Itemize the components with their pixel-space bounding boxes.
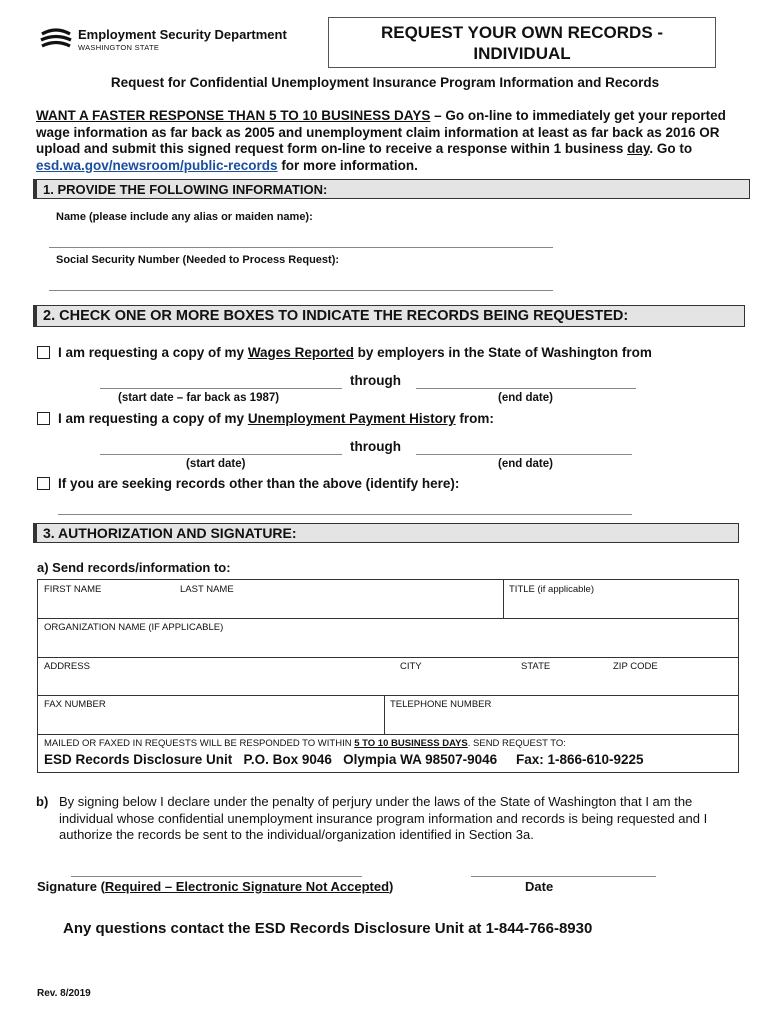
table-row-divider bbox=[38, 618, 738, 619]
title-field[interactable]: TITLE (if applicable) bbox=[509, 584, 595, 595]
other-records-checkbox[interactable] bbox=[37, 477, 50, 490]
section-3-heading: 3. AUTHORIZATION AND SIGNATURE: bbox=[33, 523, 739, 543]
mail-note-days: 5 TO 10 BUSINESS DAYS bbox=[354, 738, 468, 749]
mail-response-note bbox=[44, 738, 566, 749]
recipient-info-table bbox=[37, 579, 739, 773]
faster-lead: WANT A FASTER RESPONSE THAN 5 TO 10 BUSINESS DAYS bbox=[36, 108, 431, 123]
first-name-field[interactable]: FIRST NAME bbox=[44, 584, 102, 595]
table-col-divider bbox=[503, 580, 504, 618]
signature-label bbox=[37, 879, 393, 894]
ssn-input-line[interactable] bbox=[49, 290, 553, 291]
sig-required-note: Required – Electronic Signature Not Accepted bbox=[104, 879, 390, 894]
form-title-box bbox=[328, 17, 716, 68]
payment-end-date-line[interactable] bbox=[416, 454, 632, 455]
revision-date: Rev. 8/2019 bbox=[37, 988, 91, 999]
mail-note-pre: MAILED OR FAXED IN REQUESTS WILL BE RESPONDED TO WITHIN bbox=[44, 738, 355, 749]
faster-tail: for more information. bbox=[277, 157, 418, 173]
public-records-link[interactable]: esd.wa.gov/newsroom/public-records bbox=[36, 157, 278, 173]
opt2-pre: I am requesting a copy of my bbox=[58, 411, 248, 426]
mail-note-post: . SEND REQUEST TO: bbox=[467, 738, 566, 749]
payment-through-label: through bbox=[350, 439, 401, 454]
wages-reported-option bbox=[58, 345, 652, 360]
organization-name-field[interactable]: ORGANIZATION NAME (IF APPLICABLE) bbox=[44, 622, 224, 633]
payment-history-option bbox=[58, 411, 494, 426]
table-row-divider bbox=[38, 734, 738, 735]
opt1-pre: I am requesting a copy of my bbox=[58, 345, 248, 360]
opt1-wages-reported: Wages Reported bbox=[247, 345, 354, 360]
other-records-input-line[interactable] bbox=[58, 514, 632, 515]
wages-start-date-label: (start date – far back as 1987) bbox=[118, 392, 280, 404]
form-title-line-1: REQUEST YOUR OWN RECORDS - bbox=[380, 22, 664, 42]
wages-through-label: through bbox=[350, 373, 401, 388]
contact-info: Any questions contact the ESD Records Disclosure Unit at 1-844-766-8930 bbox=[63, 920, 593, 937]
city-field[interactable]: CITY bbox=[400, 661, 422, 672]
state-field[interactable]: STATE bbox=[521, 661, 551, 672]
form-title-line-2: INDIVIDUAL bbox=[473, 43, 571, 63]
telephone-number-field[interactable]: TELEPHONE NUMBER bbox=[390, 699, 492, 710]
esd-logo-icon bbox=[40, 28, 72, 50]
form-subtitle: Request for Confidential Unemployment Insurance Program Information and Records bbox=[110, 75, 660, 90]
zip-code-field[interactable]: ZIP CODE bbox=[613, 661, 658, 672]
faster-body: – Go on-line to immediately get your reported wage information as far back as 2005 and unemployment claim information at least as far back as 2016 OR upload and submit this signed request form on-line to receive a response within 1 business bbox=[36, 108, 726, 156]
address-field[interactable]: ADDRESS bbox=[44, 661, 90, 672]
date-line[interactable] bbox=[471, 876, 656, 877]
wages-end-date-line[interactable] bbox=[416, 388, 636, 389]
faster-goto: . Go to bbox=[649, 141, 693, 156]
section-2-heading: 2. CHECK ONE OR MORE BOXES TO INDICATE THE RECORDS BEING REQUESTED: bbox=[33, 305, 745, 327]
table-col-divider bbox=[384, 695, 385, 734]
faster-response-notice bbox=[36, 108, 736, 174]
name-input-line[interactable] bbox=[49, 247, 553, 248]
other-records-option: If you are seeking records other than the above (identify here): bbox=[58, 476, 460, 491]
org-name: Employment Security Department bbox=[78, 27, 287, 42]
fax-number-field[interactable]: FAX NUMBER bbox=[44, 699, 106, 710]
payment-end-date-label: (end date) bbox=[498, 458, 553, 470]
opt2-payment-history: Unemployment Payment History bbox=[247, 411, 456, 426]
payment-history-checkbox[interactable] bbox=[37, 412, 50, 425]
esd-logo bbox=[40, 26, 300, 56]
signature-line[interactable] bbox=[71, 876, 362, 877]
name-label: Name (please include any alias or maiden name): bbox=[56, 211, 313, 223]
sig-pre: Signature ( bbox=[37, 879, 105, 894]
opt2-post: from: bbox=[455, 411, 494, 426]
ssn-label: Social Security Number (Needed to Process Request): bbox=[56, 254, 340, 266]
date-label: Date bbox=[525, 879, 554, 894]
payment-start-date-line[interactable] bbox=[100, 454, 342, 455]
wages-start-date-line[interactable] bbox=[100, 388, 342, 389]
mailing-address-line: ESD Records Disclosure Unit P.O. Box 9046 Olympia WA 98507-9046 Fax: 1-866-610-9225 bbox=[44, 752, 644, 767]
para-b-label: b) bbox=[36, 794, 49, 809]
sig-post: ) bbox=[389, 879, 394, 894]
org-state: WASHINGTON STATE bbox=[78, 43, 160, 52]
perjury-declaration: By signing below I declare under the penalty of perjury under the laws of the State of Washington that I am the individual whose confidential unemployment insurance program information and records is being requested and I authorize the records be sent to the individual/organization identified in Section 3a. bbox=[59, 794, 708, 842]
faster-day: day bbox=[627, 141, 650, 156]
opt1-post: by employers in the State of Washington from bbox=[353, 345, 652, 360]
wages-reported-checkbox[interactable] bbox=[37, 346, 50, 359]
table-row-divider bbox=[38, 695, 738, 696]
section-1-heading: 1. PROVIDE THE FOLLOWING INFORMATION: bbox=[33, 179, 750, 199]
send-records-to-label: a) Send records/information to: bbox=[37, 560, 231, 575]
payment-start-date-label: (start date) bbox=[186, 458, 246, 470]
table-row-divider bbox=[38, 657, 738, 658]
wages-end-date-label: (end date) bbox=[498, 392, 553, 404]
last-name-field[interactable]: LAST NAME bbox=[180, 584, 234, 595]
